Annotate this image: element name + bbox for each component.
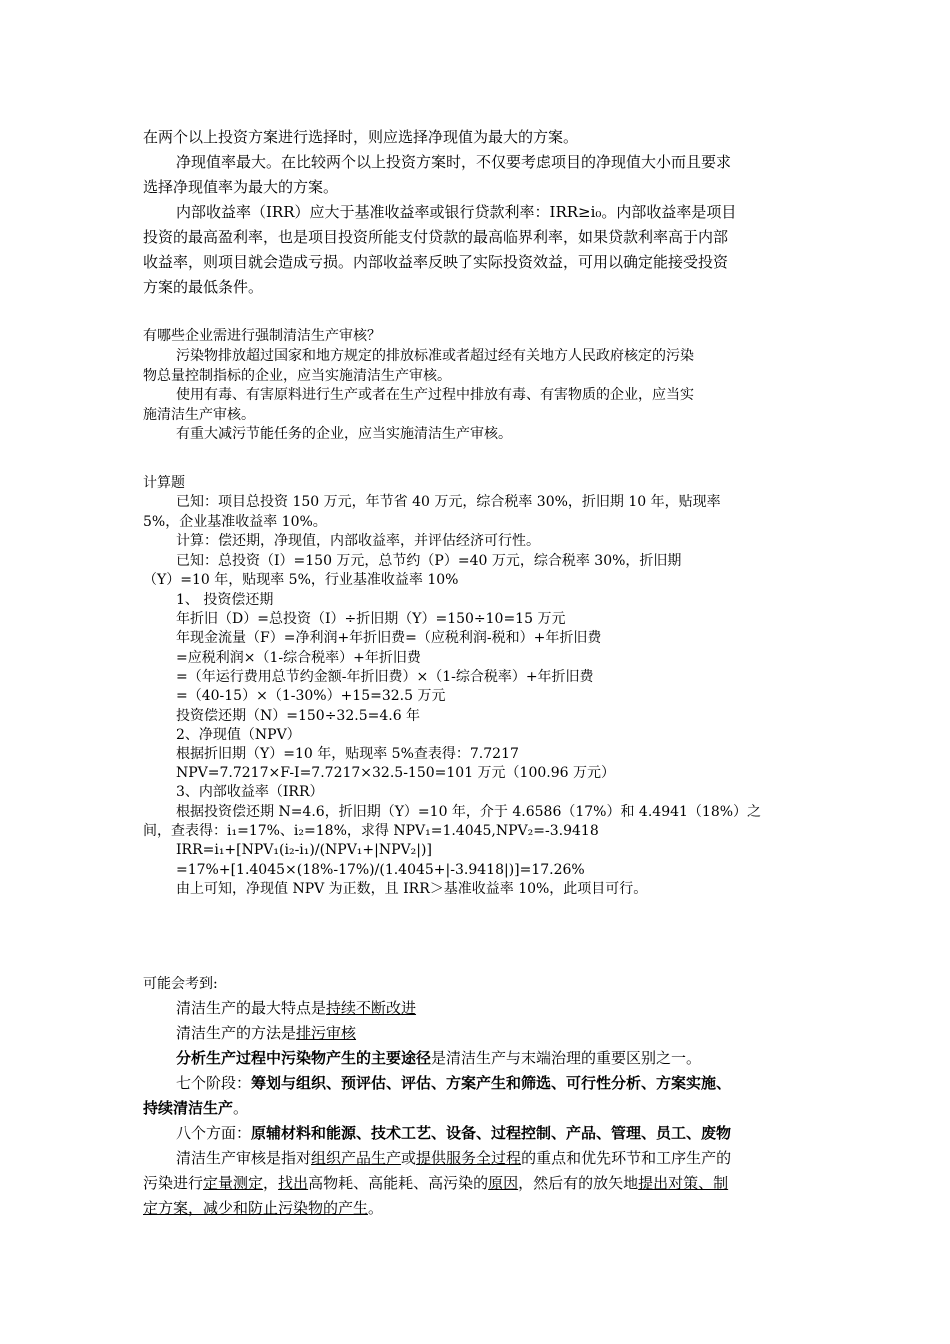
exam-line-7-text-a: 清洁生产审核是指对 — [176, 1149, 312, 1167]
exam-line-4 — [176, 1076, 731, 1091]
exam-line-4-text: 七个阶段： — [176, 1074, 252, 1092]
calc-line-5: （Y）=10 年，贴现率 5%，行业基准收益率 10% — [143, 572, 459, 588]
calc-line-15: NPV=7.7217×F-I=7.7217×32.5-150=101 万元（100.96 万元） — [176, 765, 615, 781]
calc-line-11: =（40-15）×（1-30%）+15=32.5 万元 — [176, 688, 446, 704]
calc-line-9: =应税利润×（1-综合税率）+年折旧费 — [176, 650, 421, 666]
calc-line-17: 根据投资偿还期 N=4.6，折旧期（Y）=10 年，介于 4.6586（17%）和 4.4941（18%）之 — [176, 804, 762, 820]
exam-line-9-end: 。 — [368, 1199, 384, 1217]
invest-line-6: 收益率，则项目就会造成亏损。内部收益率反映了实际投资效益，可用以确定能接受投资 — [143, 253, 729, 271]
exam-line-2-underlined: 排污审核 — [296, 1024, 357, 1042]
exam-line-3-text: 是清洁生产与末端治理的重要区别之一。 — [431, 1049, 702, 1067]
exam-line-5-bold: 持续清洁生产 — [143, 1099, 234, 1117]
calc-line-12: 投资偿还期（N）=150÷32.5=4.6 年 — [176, 708, 421, 724]
exam-line-7-text-c: 的重点和优先环节和工序生产的 — [521, 1149, 732, 1167]
exam-line-8-underlined-2: 找出 — [278, 1174, 309, 1192]
calc-line-14: 根据折旧期（Y）=10 年，贴现率 5%查表得：7.7217 — [176, 746, 519, 762]
invest-line-5: 投资的最高盈利率，也是项目投资所能支付贷款的最高临界利率，如果贷款利率高于内部 — [143, 228, 729, 246]
exam-line-5 — [143, 1101, 248, 1116]
calc-line-16: 3、内部收益率（IRR） — [176, 784, 324, 800]
invest-line-4: 内部收益率（IRR）应大于基准收益率或银行贷款利率：IRR≥i₀。内部收益率是项目 — [176, 203, 737, 221]
exam-line-6 — [176, 1126, 731, 1141]
calc-line-21: 由上可知，净现值 NPV 为正数，且 IRR＞基准收益率 10%，此项目可行。 — [176, 881, 648, 897]
exam-line-1 — [176, 1001, 416, 1016]
invest-line-1: 在两个以上投资方案进行选择时，则应选择净现值为最大的方案。 — [143, 128, 579, 146]
calc-line-1: 已知：项目总投资 150 万元，年节省 40 万元，综合税率 30%，折旧期 10 年，贴现率 — [176, 494, 721, 510]
calc-line-2: 5%，企业基准收益率 10%。 — [143, 514, 327, 530]
exam-line-7-text-b: 或 — [401, 1149, 417, 1167]
exam-line-8-text-d: ，然后有的放矢地 — [518, 1174, 639, 1192]
audit-line-4: 施清洁生产审核。 — [143, 407, 255, 423]
exam-line-1-underlined: 持续不断改进 — [326, 999, 417, 1017]
calc-line-18: 间，查表得：i₁=17%、i₂=18%，求得 NPV₁=1.4045,NPV₂=-3.9418 — [143, 823, 599, 839]
audit-line-2: 物总量控制指标的企业，应当实施清洁生产审核。 — [143, 368, 451, 384]
exam-line-8-text-b: ， — [263, 1174, 279, 1192]
exam-line-7-underlined-2: 提供服务全过程 — [416, 1149, 522, 1167]
calc-line-19: IRR=i₁+[NPV₁(i₂-i₁)/(NPV₁+|NPV₂|)] — [176, 842, 432, 858]
exam-line-8-underlined-1: 定量测定 — [203, 1174, 264, 1192]
calc-line-3: 计算：偿还期，净现值，内部收益率，并评估经济可行性。 — [176, 533, 540, 549]
exam-line-6-bold: 原辅材料和能源、技术工艺、设备、过程控制、产品、管理、员工、废物 — [251, 1124, 732, 1142]
exam-line-4-bold: 筹划与组织、预评估、评估、方案产生和筛选、可行性分析、方案实施、 — [251, 1074, 732, 1092]
invest-line-2: 净现值率最大。在比较两个以上投资方案时，不仅要考虑项目的净现值大小而且要求 — [176, 153, 732, 171]
invest-line-3: 选择净现值率为最大的方案。 — [143, 178, 339, 196]
audit-question: 有哪些企业需进行强制清洁生产审核？ — [143, 328, 381, 344]
audit-line-3: 使用有毒、有害原料进行生产或者在生产过程中排放有毒、有害物质的企业，应当实 — [176, 387, 694, 403]
calc-line-13: 2、净现值（NPV） — [176, 727, 301, 743]
exam-line-9-underlined: 定方案，减少和防止污染物的产生 — [143, 1199, 369, 1217]
exam-line-9 — [143, 1201, 383, 1216]
exam-line-8-text-a: 污染进行 — [143, 1174, 204, 1192]
exam-line-3 — [176, 1051, 701, 1066]
exam-line-8-underlined-4: 提出对策、制 — [638, 1174, 729, 1192]
exam-line-8 — [143, 1176, 728, 1191]
exam-title: 可能会考到: — [143, 976, 218, 992]
exam-line-5-end: 。 — [233, 1099, 249, 1117]
audit-line-5: 有重大减污节能任务的企业，应当实施清洁生产审核。 — [176, 426, 512, 442]
calc-line-20: =17%+[1.4045×(18%-17%)/(1.4045+|-3.9418|)]=17.26% — [176, 862, 585, 878]
calc-line-10: =（年运行费用总节约金额-年折旧费）×（1-综合税率）+年折旧费 — [176, 669, 594, 685]
exam-line-2 — [176, 1026, 356, 1041]
exam-line-7-underlined-1: 组织产品生产 — [311, 1149, 402, 1167]
calc-line-4: 已知：总投资（I）=150 万元，总节约（P）=40 万元，综合税率 30%，折旧期 — [176, 553, 682, 569]
exam-line-8-text-c: 高物耗、高能耗、高污染的 — [308, 1174, 489, 1192]
exam-line-6-text: 八个方面： — [176, 1124, 252, 1142]
calc-line-6: 1、 投资偿还期 — [176, 592, 274, 608]
calc-line-8: 年现金流量（F）=净利润+年折旧费=（应税利润-税和）+年折旧费 — [176, 630, 602, 646]
exam-line-7 — [176, 1151, 731, 1166]
audit-line-1: 污染物排放超过国家和地方规定的排放标准或者超过经有关地方人民政府核定的污染 — [176, 348, 694, 364]
exam-line-3-bold: 分析生产过程中污染物产生的主要途径 — [176, 1049, 432, 1067]
calc-title: 计算题 — [143, 475, 185, 491]
exam-line-8-underlined-3: 原因 — [488, 1174, 519, 1192]
calc-line-7: 年折旧（D）=总投资（I）÷折旧期（Y）=150÷10=15 万元 — [176, 611, 566, 627]
exam-line-2-text: 清洁生产的方法是 — [176, 1024, 297, 1042]
invest-line-7: 方案的最低条件。 — [143, 278, 264, 296]
exam-line-1-text: 清洁生产的最大特点是 — [176, 999, 327, 1017]
